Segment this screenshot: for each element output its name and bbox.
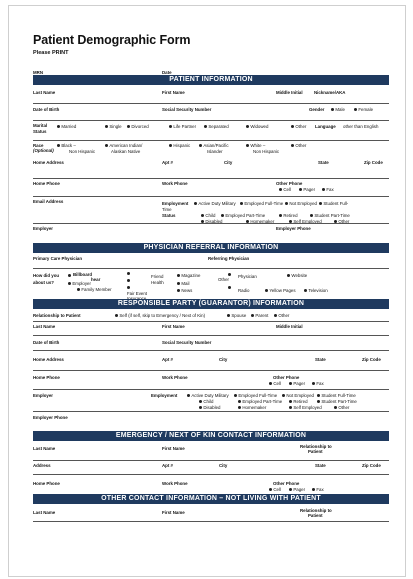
other-contact-name-line xyxy=(33,521,389,522)
heard-billboard-option[interactable]: Billboard xyxy=(73,272,93,277)
patient-phone-line xyxy=(33,196,389,197)
marital-line xyxy=(33,140,389,141)
radio-icon xyxy=(310,214,313,217)
radio-icon xyxy=(334,406,337,409)
guarantor-phone-cell-option[interactable]: Cell xyxy=(269,381,281,386)
race-label: Race xyxy=(33,143,44,148)
radio-icon xyxy=(105,144,108,147)
section-physician-referral: PHYSICIAN REFERRAL INFORMATION xyxy=(33,243,389,253)
patient-employment-label: Employment xyxy=(162,201,189,206)
patient-emp-part-time-option[interactable]: Employed Part-Time xyxy=(221,213,265,218)
radio-icon xyxy=(246,125,249,128)
radio-icon[interactable] xyxy=(228,273,231,276)
radio-icon xyxy=(322,188,325,191)
radio-icon xyxy=(77,288,80,291)
radio-icon xyxy=(177,289,180,292)
radio-icon xyxy=(312,382,315,385)
radio-icon xyxy=(194,202,197,205)
guarantor-address-line xyxy=(33,370,389,371)
patient-emp-student-full-option[interactable]: Student Full- xyxy=(319,201,348,206)
section-other-contact: OTHER CONTACT INFORMATION – NOT LIVING WITH PATIENT xyxy=(33,494,389,504)
heard-friend-option[interactable]: Friend xyxy=(151,274,164,279)
patient-first-name-label: First Name xyxy=(162,90,185,95)
heard-television-option[interactable]: Television xyxy=(304,288,328,293)
patient-emp-student-part-option[interactable]: Student Part-Time xyxy=(310,213,350,218)
patient-employer-phone-label: Employer Phone xyxy=(276,226,311,231)
guarantor-middle-initial-label: Middle Initial xyxy=(276,324,303,329)
radio-icon xyxy=(199,144,202,147)
heard-health-fair-option[interactable]: Health xyxy=(151,280,164,285)
emergency-phone-fax-option[interactable]: Fax xyxy=(312,487,324,492)
radio-icon xyxy=(354,108,357,111)
radio-icon xyxy=(204,125,207,128)
radio-icon xyxy=(199,400,202,403)
radio-icon xyxy=(279,214,282,217)
emergency-phone-cell-option[interactable]: Cell xyxy=(269,487,281,492)
radio-icon xyxy=(269,382,272,385)
guarantor-parent-option[interactable]: Parent xyxy=(251,313,268,318)
guarantor-name-line xyxy=(33,335,389,336)
radio-icon xyxy=(169,125,172,128)
patient-emp-military-option[interactable]: Active Duty Military xyxy=(194,201,236,206)
heard-magazine-option[interactable]: Magazine xyxy=(177,273,200,278)
form-page xyxy=(8,5,406,577)
heard-news-option[interactable]: News xyxy=(177,288,192,293)
radio-icon xyxy=(221,214,224,217)
radio-icon xyxy=(201,214,204,217)
section-patient-information: PATIENT INFORMATION xyxy=(33,75,389,85)
patient-emp-retired-option[interactable]: Retired xyxy=(279,213,298,218)
radio-icon xyxy=(274,314,277,317)
radio-icon xyxy=(285,202,288,205)
guarantor-emp-part-time-option[interactable]: Employed Part-Time xyxy=(238,399,282,404)
guarantor-other-option[interactable]: Other xyxy=(274,313,289,318)
radio-icon xyxy=(287,274,290,277)
guarantor-emp-homemaker-option[interactable]: Homemaker xyxy=(238,405,266,410)
marital-single-option[interactable]: Single xyxy=(105,124,122,129)
guarantor-employer-label: Employer xyxy=(33,393,54,398)
patient-emp-full-time-option[interactable]: Employed Full-Time xyxy=(240,201,283,206)
patient-zip-label: Zip Code xyxy=(364,160,383,165)
patient-email-label: Email Address xyxy=(33,199,64,204)
patient-emp-child-option[interactable]: Child xyxy=(201,213,215,218)
patient-dob-line xyxy=(33,120,389,121)
guarantor-work-phone-label: Work Phone xyxy=(162,375,188,380)
emergency-state-label: State xyxy=(315,463,326,468)
emergency-zip-label: Zip Code xyxy=(362,463,381,468)
race-black-note: Non Hispanic xyxy=(69,149,96,154)
emergency-last-name-label: Last Name xyxy=(33,446,56,451)
radio-icon xyxy=(227,314,230,317)
other-contact-relationship-label-2: Patient xyxy=(308,513,323,518)
patient-emp-student-full-note: Time xyxy=(162,207,172,212)
guarantor-phone-line xyxy=(33,389,389,390)
patient-work-phone-label: Work Phone xyxy=(162,181,188,186)
heard-hear-label: hear xyxy=(91,277,101,282)
radio-icon xyxy=(115,314,118,317)
guarantor-emp-student-part-option[interactable]: Student Part-Time xyxy=(317,399,357,404)
heard-question-1: How did you xyxy=(33,273,60,278)
other-contact-last-name-label: Last Name xyxy=(33,510,56,515)
patient-nickname-label: Nickname/AKA xyxy=(314,90,346,95)
emergency-relationship-label-2: Patient xyxy=(308,449,323,454)
race-white-option[interactable]: White – xyxy=(246,143,265,148)
patient-home-phone-label: Home Phone xyxy=(33,181,60,186)
heard-mail-option[interactable]: Mail xyxy=(177,281,189,286)
radio-icon xyxy=(289,488,292,491)
radio-icon xyxy=(291,125,294,128)
patient-gender-label: Gender xyxy=(309,107,325,112)
emergency-relationship-label: Relationship to xyxy=(300,444,332,449)
guarantor-employer-line xyxy=(33,411,389,412)
patient-ssn-label: Social Security Number xyxy=(162,107,212,112)
radio-icon xyxy=(177,274,180,277)
marital-married-option[interactable]: Married xyxy=(57,124,76,129)
guarantor-home-address-label: Home Address xyxy=(33,357,64,362)
guarantor-emp-child-option[interactable]: Child xyxy=(199,399,213,404)
emergency-phone-pager-option[interactable]: Pager xyxy=(289,487,305,492)
guarantor-state-label: State xyxy=(315,357,326,362)
emergency-first-name-label: First Name xyxy=(162,446,185,451)
referring-physician-label: Referring Physician xyxy=(208,256,250,261)
radio-icon xyxy=(238,400,241,403)
patient-home-address-label: Home Address xyxy=(33,160,64,165)
marital-status-label: Marital Status xyxy=(33,123,48,134)
emergency-other-phone-label: Other Phone xyxy=(273,481,300,486)
radio-icon xyxy=(317,400,320,403)
race-asian-option[interactable]: Asian/Pacific xyxy=(199,143,229,148)
radio-icon xyxy=(291,144,294,147)
physician-line xyxy=(33,268,389,269)
guarantor-spouse-option[interactable]: Spouse xyxy=(227,313,246,318)
radio-icon xyxy=(238,406,241,409)
patient-address-line xyxy=(33,178,389,179)
radio-icon xyxy=(319,202,322,205)
radio-icon xyxy=(57,144,60,147)
guarantor-phone-pager-option[interactable]: Pager xyxy=(289,381,305,386)
radio-icon xyxy=(246,144,249,147)
radio-icon xyxy=(299,188,302,191)
primary-care-label: Primary Care Physician xyxy=(33,256,83,261)
guarantor-apt-label: Apt # xyxy=(162,357,173,362)
heard-employer-option[interactable]: Employer xyxy=(68,281,91,286)
radio-icon xyxy=(127,125,130,128)
radio-icon xyxy=(68,282,71,285)
race-white-note: Non Hispanic xyxy=(253,149,280,154)
patient-emp-not-employed-option[interactable]: Not Employed xyxy=(285,201,317,206)
radio-icon[interactable] xyxy=(228,286,231,289)
section-responsible-party: RESPONSIBLE PARTY (GUARANTOR) INFORMATION xyxy=(33,299,389,309)
date-label: Date xyxy=(162,70,172,75)
patient-emp-other-option[interactable]: Other xyxy=(334,219,349,224)
guarantor-relationship-line xyxy=(33,321,389,322)
heard-other-option[interactable]: Other xyxy=(218,277,229,282)
language-label: Language xyxy=(315,124,336,129)
language-note: other than English xyxy=(343,124,379,129)
guarantor-emp-not-employed-option[interactable]: Not Employed xyxy=(282,393,314,398)
patient-employer-label: Employer xyxy=(33,226,54,231)
patient-phone-fax-option[interactable]: Fax xyxy=(322,187,334,192)
marital-other-option[interactable]: Other xyxy=(291,124,306,129)
radio-icon xyxy=(234,394,237,397)
form-subtitle: Please PRINT xyxy=(33,50,69,56)
guarantor-other-phone-label: Other Phone xyxy=(273,375,300,380)
patient-apt-label: Apt # xyxy=(162,160,173,165)
radio-icon xyxy=(289,406,292,409)
guarantor-ssn-label: Social Security Number xyxy=(162,340,212,345)
radio-icon xyxy=(269,488,272,491)
patient-emp-disabled-option[interactable]: Disabled xyxy=(201,219,222,224)
race-optional-label: (Optional) xyxy=(33,148,54,153)
marital-divorced-option[interactable]: Divorced xyxy=(127,124,149,129)
guarantor-emp-self-option[interactable]: Self Employed xyxy=(289,405,322,410)
section-emergency-contact: EMERGENCY / NEXT OF KIN CONTACT INFORMATION xyxy=(33,431,389,441)
radio-icon xyxy=(289,400,292,403)
radio-icon xyxy=(169,144,172,147)
guarantor-dob-label: Date of Birth xyxy=(33,340,60,345)
guarantor-city-label: City xyxy=(219,357,228,362)
radio-icon xyxy=(105,125,108,128)
other-contact-first-name-label: First Name xyxy=(162,510,185,515)
guarantor-relationship-label: Relationship to Patient xyxy=(33,313,81,318)
emergency-address-label: Address xyxy=(33,463,51,468)
heard-question-2: about us? xyxy=(33,280,54,285)
heard-radio-option[interactable]: Radio xyxy=(238,288,250,293)
radio-icon[interactable] xyxy=(68,274,71,277)
radio-icon xyxy=(304,289,307,292)
patient-phone-cell-option[interactable]: Cell xyxy=(279,187,291,192)
radio-icon[interactable] xyxy=(127,286,130,289)
emergency-work-phone-label: Work Phone xyxy=(162,481,188,486)
guarantor-emp-student-full-option[interactable]: Student Full-Time xyxy=(317,393,356,398)
patient-emp-homemaker-option[interactable]: Homemaker xyxy=(246,219,274,224)
guarantor-last-name-label: Last Name xyxy=(33,324,56,329)
heard-physician-option[interactable]: Physician xyxy=(238,274,257,279)
patient-dob-label: Date of Birth xyxy=(33,107,60,112)
patient-email-line xyxy=(33,223,389,224)
radio-icon xyxy=(317,394,320,397)
radio-icon xyxy=(265,289,268,292)
patient-emp-self-option[interactable]: Self Employed xyxy=(289,219,322,224)
guarantor-emp-disabled-option[interactable]: Disabled xyxy=(199,405,220,410)
patient-state-label: State xyxy=(318,160,329,165)
heard-family-option[interactable]: Family Member xyxy=(77,287,112,292)
guarantor-home-phone-label: Home Phone xyxy=(33,375,60,380)
marital-separated-option[interactable]: Separated xyxy=(204,124,229,129)
radio-icon xyxy=(251,314,254,317)
patient-phone-pager-option[interactable]: Pager xyxy=(299,187,315,192)
guarantor-employment-label: Employment xyxy=(151,393,178,398)
patient-name-line xyxy=(33,103,389,104)
gender-male-option[interactable]: Male xyxy=(331,107,345,112)
radio-icon xyxy=(199,406,202,409)
race-asian-note: Islander xyxy=(207,149,223,154)
emergency-home-phone-label: Home Phone xyxy=(33,481,60,486)
form-title: Patient Demographic Form xyxy=(33,33,191,47)
guarantor-dob-line xyxy=(33,350,389,351)
radio-icon[interactable] xyxy=(127,279,130,282)
guarantor-emp-retired-option[interactable]: Retired xyxy=(289,399,308,404)
patient-city-label: City xyxy=(224,160,233,165)
race-american-indian-option[interactable]: American Indian/ xyxy=(105,143,142,148)
mrn-label: MRN xyxy=(33,70,43,75)
guarantor-first-name-label: First Name xyxy=(162,324,185,329)
heard-yellow-pages-option[interactable]: Yellow Pages xyxy=(265,288,296,293)
emergency-name-line xyxy=(33,460,389,461)
gender-female-option[interactable]: Female xyxy=(354,107,373,112)
patient-employment-status-label: Status xyxy=(162,213,176,218)
patient-other-phone-label: Other Phone xyxy=(276,181,303,186)
radio-icon xyxy=(57,125,60,128)
emergency-apt-label: Apt # xyxy=(162,463,173,468)
patient-middle-initial-label: Middle Initial xyxy=(276,90,303,95)
radio-icon xyxy=(331,108,334,111)
heard-health-fair-note: Fair Event xyxy=(127,291,148,296)
radio-icon xyxy=(279,188,282,191)
radio-icon xyxy=(187,394,190,397)
radio-icon[interactable] xyxy=(127,272,130,275)
other-contact-relationship-label: Relationship to xyxy=(300,508,332,513)
radio-icon xyxy=(177,282,180,285)
patient-last-name-label: Last Name xyxy=(33,90,56,95)
radio-icon xyxy=(282,394,285,397)
radio-icon xyxy=(312,488,315,491)
race-hispanic-option[interactable]: Hispanic xyxy=(169,143,190,148)
emergency-address-line xyxy=(33,474,389,475)
guarantor-self-option[interactable]: Self (if self, skip to Emergency / Next of Kin) xyxy=(115,313,205,318)
heard-website-option[interactable]: Website xyxy=(287,273,307,278)
race-american-indian-note: Alaskan Native xyxy=(111,149,141,154)
marital-widowed-option[interactable]: Widowed xyxy=(246,124,268,129)
guarantor-employer-phone-label: Employer Phone xyxy=(33,415,68,420)
guarantor-emp-other-option[interactable]: Other xyxy=(334,405,349,410)
guarantor-phone-fax-option[interactable]: Fax xyxy=(312,381,324,386)
radio-icon xyxy=(240,202,243,205)
guarantor-emp-full-time-option[interactable]: Employed Full-Time xyxy=(234,393,277,398)
radio-icon xyxy=(289,382,292,385)
emergency-city-label: City xyxy=(219,463,228,468)
race-black-option[interactable]: Black – xyxy=(57,143,76,148)
race-other-option[interactable]: Other xyxy=(291,143,306,148)
guarantor-zip-label: Zip Code xyxy=(362,357,381,362)
marital-life-partner-option[interactable]: Life Partner xyxy=(169,124,196,129)
guarantor-emp-military-option[interactable]: Active Duty Military xyxy=(187,393,229,398)
